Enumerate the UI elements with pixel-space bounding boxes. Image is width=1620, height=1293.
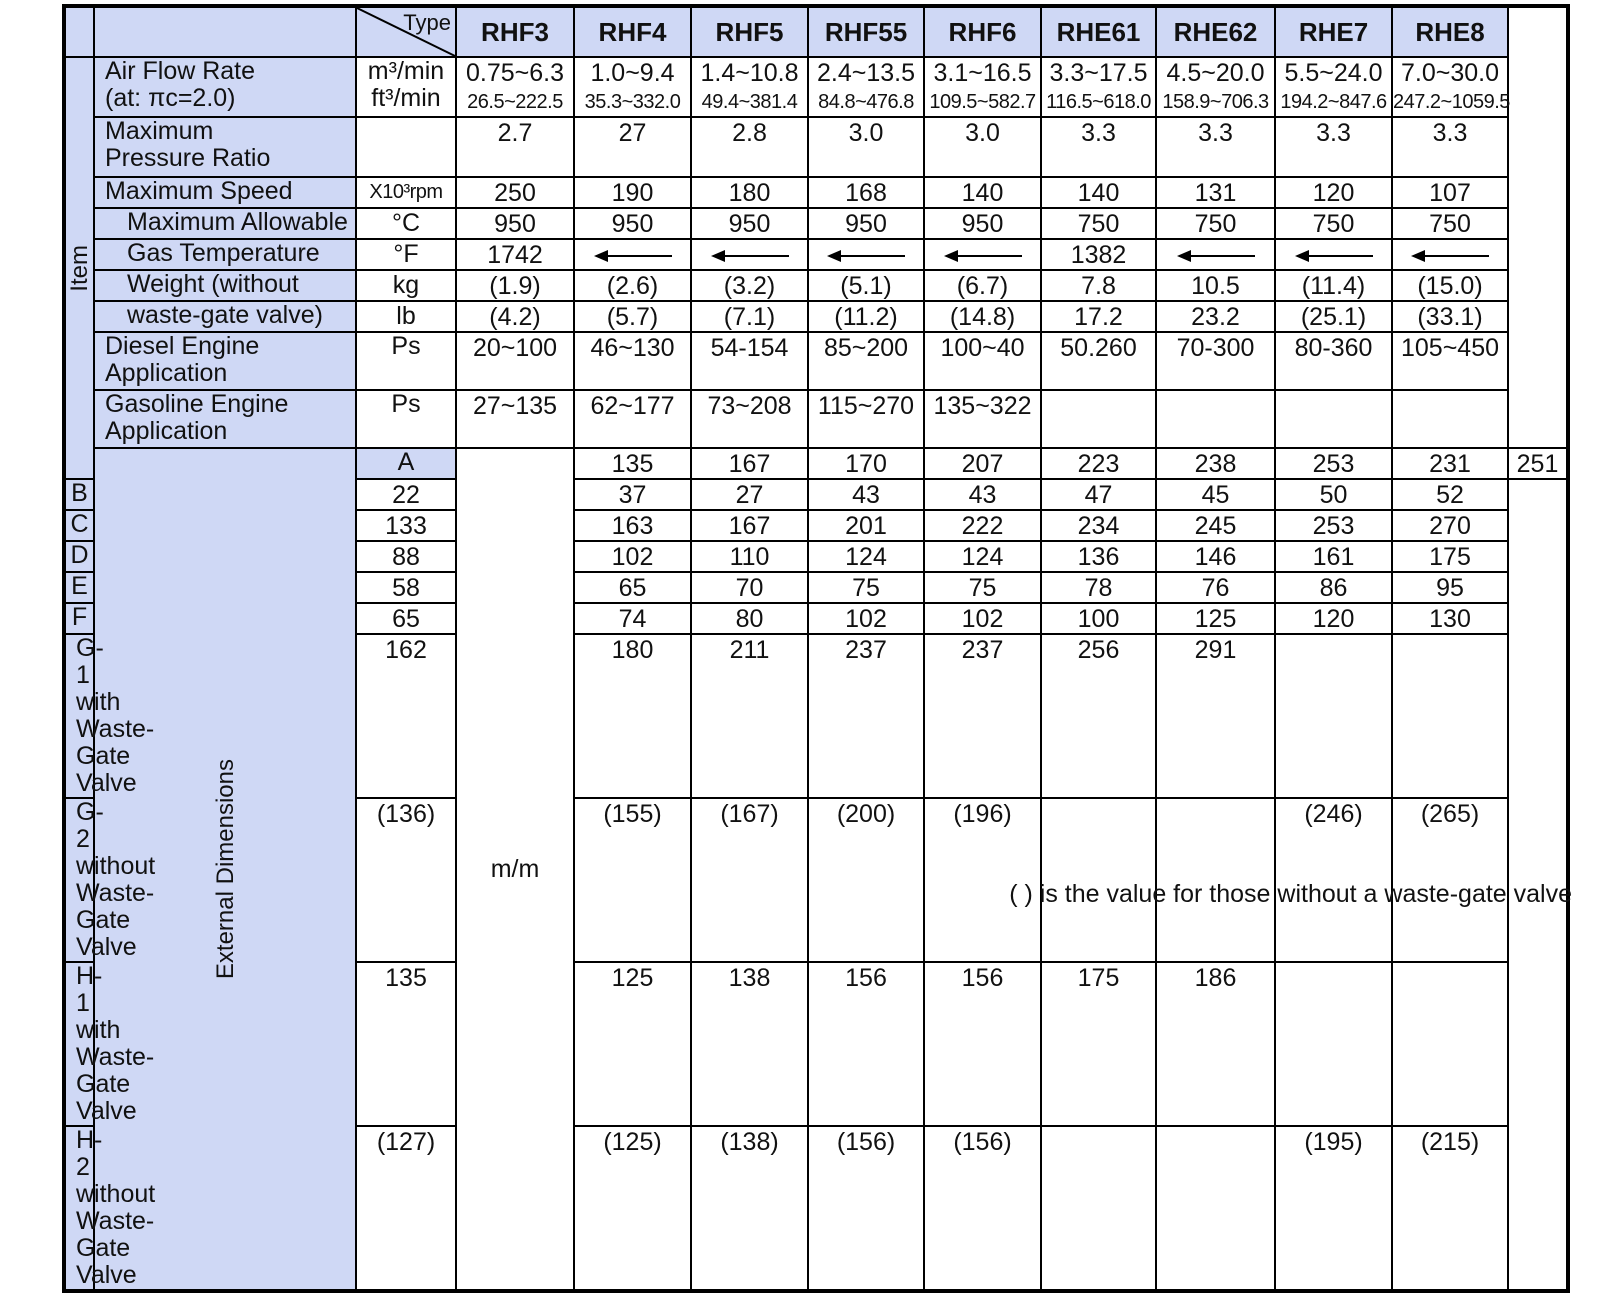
text-line: Pressure Ratio (105, 144, 271, 172)
text-line: 3.3~17.5 (1049, 59, 1148, 87)
dimension-cell: 167 (691, 510, 808, 541)
weight-kg-cell: (2.6) (574, 270, 691, 301)
air-flow-cell (924, 57, 1041, 117)
dimension-cell (1275, 962, 1392, 1126)
row-label-dimension (64, 634, 155, 798)
same-as-left-cell (808, 239, 924, 270)
dimension-cell: 161 (1275, 541, 1392, 572)
dimension-cell: (127) (356, 1126, 456, 1291)
row-label-dimension (64, 962, 155, 1126)
diesel-cell: 85~200 (808, 332, 924, 390)
diesel-cell: 50.260 (1041, 332, 1156, 390)
dimension-cell: (138) (691, 1126, 808, 1291)
weight-kg-cell: (15.0) (1392, 270, 1508, 301)
dimension-cell: 156 (808, 962, 924, 1126)
gasoline-cell (1156, 390, 1275, 448)
dimension-cell: 75 (924, 572, 1041, 603)
diesel-cell: 20~100 (456, 332, 574, 390)
left-arrow-icon (594, 249, 672, 263)
same-as-left-cell (1275, 239, 1392, 270)
dimension-cell: (136) (356, 798, 456, 962)
weight-kg-cell: (1.9) (456, 270, 574, 301)
text-line: G-2 without Waste- (76, 798, 156, 907)
dimension-cell: 162 (356, 634, 456, 798)
weight-kg-cell: (3.2) (691, 270, 808, 301)
text-line: 5.5~24.0 (1284, 59, 1383, 87)
gas-temp-c-cell: 750 (1156, 208, 1275, 239)
max-speed-cell: 140 (924, 177, 1041, 208)
diesel-cell: 54-154 (691, 332, 808, 390)
text-line: Maximum (105, 117, 214, 145)
model-header: RHF6 (924, 6, 1041, 57)
gasoline-cell (1275, 390, 1392, 448)
dimension-cell: 136 (1041, 541, 1156, 572)
dimension-cell: 256 (1041, 634, 1156, 798)
diesel-cell: 70-300 (1156, 332, 1275, 390)
text-line: 158.9~706.3 (1162, 91, 1269, 113)
air-flow-cell (1275, 57, 1392, 117)
model-header: RHF4 (574, 6, 691, 57)
dimension-cell: 124 (808, 541, 924, 572)
row-label-dimension (64, 510, 94, 541)
text-line: ft³/min (371, 84, 441, 112)
dimension-cell: 253 (1275, 510, 1392, 541)
dimension-cell: 86 (1275, 572, 1392, 603)
same-as-left-cell (924, 239, 1041, 270)
max-speed-cell: 131 (1156, 177, 1275, 208)
text-line: Application (105, 359, 228, 387)
dimension-cell: 65 (574, 572, 691, 603)
dimension-cell: 237 (808, 634, 924, 798)
dimension-cell: 80 (691, 603, 808, 634)
row-label-dimension (64, 1126, 156, 1291)
category-item (64, 57, 94, 479)
max-pressure-cell: 27 (574, 117, 691, 177)
dimension-cell: 253 (1275, 448, 1392, 479)
weight-kg-cell: (11.4) (1275, 270, 1392, 301)
same-as-left-cell (691, 239, 808, 270)
model-header: RHE7 (1275, 6, 1392, 57)
max-pressure-cell: 3.0 (808, 117, 924, 177)
model-header: RHF3 (456, 6, 574, 57)
dimension-cell: 76 (1156, 572, 1275, 603)
text-line: Gate Valve (76, 1234, 137, 1289)
dimension-cell: 211 (691, 634, 808, 798)
gas-temp-f-cell: 1742 (456, 239, 574, 270)
max-pressure-cell: 3.3 (1275, 117, 1392, 177)
dimension-cell: 180 (574, 634, 691, 798)
dimension-cell: 50 (1275, 479, 1392, 510)
dimension-cell: 43 (924, 479, 1041, 510)
dimension-cell: (125) (574, 1126, 691, 1291)
text-line: 49.4~381.4 (701, 91, 798, 113)
dimension-cell: (167) (691, 798, 808, 962)
dimension-cell (1392, 634, 1508, 798)
row-label-dimension (64, 479, 94, 510)
weight-kg-cell: 10.5 (1156, 270, 1275, 301)
dimension-cell: 102 (574, 541, 691, 572)
left-arrow-icon (827, 249, 905, 263)
max-pressure-cell: 3.3 (1156, 117, 1275, 177)
max-pressure-cell: 3.0 (924, 117, 1041, 177)
gasoline-cell: 73~208 (691, 390, 808, 448)
dimension-cell: 251 (1508, 448, 1568, 479)
row-label-dimension (64, 798, 156, 962)
text-line: Gate Valve (76, 906, 137, 961)
dimension-cell: 238 (1156, 448, 1275, 479)
dimension-cell: 270 (1392, 510, 1508, 541)
max-pressure-cell: 2.8 (691, 117, 808, 177)
dimension-cell: 201 (808, 510, 924, 541)
weight-kg-cell: 7.8 (1041, 270, 1156, 301)
max-pressure-cell: 2.7 (456, 117, 574, 177)
left-arrow-icon (711, 249, 789, 263)
category-item-label: Item (66, 244, 93, 292)
unit-gasoline: Ps (356, 390, 456, 448)
dimension-cell: (265) (1392, 798, 1508, 962)
dimension-cell: 88 (356, 541, 456, 572)
unit-mm: m/m (456, 448, 574, 1291)
text-line: Gasoline Engine (105, 390, 289, 418)
unit-diesel: Ps (356, 332, 456, 390)
dimension-cell (1156, 1126, 1275, 1291)
weight-lb-cell: 23.2 (1156, 301, 1275, 332)
text-line: Diesel Engine (105, 332, 260, 360)
row-label-gas-temp-2: Gas Temperature (94, 239, 356, 270)
text-line: 35.3~332.0 (584, 91, 681, 113)
gas-temp-c-cell: 750 (1275, 208, 1392, 239)
dimension-cell: 100 (1041, 603, 1156, 634)
dimension-cell (1275, 634, 1392, 798)
gasoline-cell (1392, 390, 1508, 448)
text-line: C (70, 510, 89, 538)
dimension-cell: 186 (1156, 962, 1275, 1126)
air-flow-cell (456, 57, 574, 117)
text-line: E (71, 572, 88, 600)
text-line: Gate Valve (76, 1070, 137, 1125)
footnote: ( ) is the value for those without a waste-gate valve (1009, 880, 1572, 908)
text-line: D (70, 541, 89, 569)
dimension-cell: 45 (1156, 479, 1275, 510)
unit-air-flow (356, 57, 456, 117)
air-flow-cell (574, 57, 691, 117)
dimension-cell: 146 (1156, 541, 1275, 572)
air-flow-cell (691, 57, 808, 117)
row-label-dimension (356, 448, 456, 479)
gas-temp-c-cell: 950 (691, 208, 808, 239)
text-line: 84.8~476.8 (818, 91, 914, 113)
air-flow-cell (1156, 57, 1275, 117)
diesel-cell: 100~40 (924, 332, 1041, 390)
row-label-weight-1: Weight (without (94, 270, 356, 301)
max-speed-cell: 140 (1041, 177, 1156, 208)
max-pressure-cell: 3.3 (1392, 117, 1508, 177)
row-label-dimension (64, 572, 94, 603)
text-line: 7.0~30.0 (1400, 59, 1499, 87)
text-line: m³/min (367, 57, 445, 85)
text-line: Gate Valve (76, 742, 137, 797)
row-label-diesel (94, 332, 356, 390)
dimension-cell: 170 (808, 448, 924, 479)
weight-lb-cell: (14.8) (924, 301, 1041, 332)
unit-lb: lb (356, 301, 456, 332)
dimension-cell: 125 (1156, 603, 1275, 634)
dimension-cell: 138 (691, 962, 808, 1126)
dimension-cell: 65 (356, 603, 456, 634)
dimension-cell: (215) (1392, 1126, 1508, 1291)
text-line: H-1 with Waste- (76, 962, 155, 1071)
row-label-air-flow (94, 57, 356, 117)
row-label-weight-2: waste-gate valve) (94, 301, 356, 332)
dimension-cell: (156) (808, 1126, 924, 1291)
max-speed-cell: 168 (808, 177, 924, 208)
dimension-cell: 37 (574, 479, 691, 510)
type-label: Type (403, 10, 451, 35)
gas-temp-c-cell: 750 (1041, 208, 1156, 239)
row-label-max-speed: Maximum Speed (94, 177, 356, 208)
diesel-cell: 80-360 (1275, 332, 1392, 390)
dimension-cell: 234 (1041, 510, 1156, 541)
dimension-cell: 291 (1156, 634, 1275, 798)
max-speed-cell: 120 (1275, 177, 1392, 208)
header-corner (64, 6, 94, 57)
dimension-cell: 135 (574, 448, 691, 479)
dimension-cell: 78 (1041, 572, 1156, 603)
text-line: 26.5~222.5 (467, 91, 563, 113)
text-line: Application (105, 417, 228, 445)
max-speed-cell: 180 (691, 177, 808, 208)
dimension-cell: 223 (1041, 448, 1156, 479)
text-line: 109.5~582.7 (929, 91, 1036, 113)
row-label-dimension (64, 603, 94, 634)
dimension-cell: 167 (691, 448, 808, 479)
dimension-cell: 237 (924, 634, 1041, 798)
air-flow-cell (1041, 57, 1156, 117)
text-line: H-2 without Waste- (76, 1126, 156, 1235)
gasoline-cell: 115~270 (808, 390, 924, 448)
text-line: F (71, 603, 88, 631)
same-as-left-cell (1156, 239, 1275, 270)
text-line: Air Flow Rate (105, 57, 256, 85)
diesel-cell: 46~130 (574, 332, 691, 390)
dimension-cell (1041, 1126, 1156, 1291)
model-header: RHE62 (1156, 6, 1275, 57)
category-external-label: External Dimensions (211, 758, 239, 980)
dimension-cell: 231 (1392, 448, 1508, 479)
text-line: 0.75~6.3 (465, 59, 564, 87)
gas-temp-f-cell: 1382 (1041, 239, 1156, 270)
model-header: RHF55 (808, 6, 924, 57)
weight-lb-cell: (5.7) (574, 301, 691, 332)
same-as-left-cell (1392, 239, 1508, 270)
weight-kg-cell: (5.1) (808, 270, 924, 301)
turbocharger-spec-table (62, 4, 1570, 1293)
dimension-cell: (246) (1275, 798, 1392, 962)
dimension-cell: (196) (924, 798, 1041, 962)
dimension-cell: 175 (1041, 962, 1156, 1126)
air-flow-cell (1392, 57, 1508, 117)
unit-max-pressure (356, 117, 456, 177)
dimension-cell: (195) (1275, 1126, 1392, 1291)
dimension-cell: 58 (356, 572, 456, 603)
weight-kg-cell: (6.7) (924, 270, 1041, 301)
weight-lb-cell: (33.1) (1392, 301, 1508, 332)
weight-lb-cell: (25.1) (1275, 301, 1392, 332)
same-as-left-cell (574, 239, 691, 270)
weight-lb-cell: (4.2) (456, 301, 574, 332)
dimension-cell: 47 (1041, 479, 1156, 510)
dimension-cell: 43 (808, 479, 924, 510)
dimension-cell: 156 (924, 962, 1041, 1126)
gas-temp-c-cell: 950 (574, 208, 691, 239)
text-line: 1.4~10.8 (700, 59, 799, 87)
text-line: 1.0~9.4 (590, 59, 675, 87)
weight-lb-cell: (7.1) (691, 301, 808, 332)
left-arrow-icon (1177, 249, 1255, 263)
text-line: 194.2~847.6 (1280, 91, 1387, 113)
dimension-cell: 175 (1392, 541, 1508, 572)
dimension-cell: 74 (574, 603, 691, 634)
dimension-cell: 102 (924, 603, 1041, 634)
weight-lb-cell: (11.2) (808, 301, 924, 332)
dimension-cell: 245 (1156, 510, 1275, 541)
row-label-dimension (64, 541, 94, 572)
dimension-cell: 120 (1275, 603, 1392, 634)
gas-temp-c-cell: 750 (1392, 208, 1508, 239)
text-line: 247.2~1059.5 (1393, 91, 1510, 113)
left-arrow-icon (1295, 249, 1373, 263)
dimension-cell: 102 (808, 603, 924, 634)
type-header-cell (356, 6, 456, 57)
dimension-cell: 27 (691, 479, 808, 510)
dimension-cell: 75 (808, 572, 924, 603)
air-flow-cell (808, 57, 924, 117)
max-speed-cell: 250 (456, 177, 574, 208)
dimension-cell: 124 (924, 541, 1041, 572)
dimension-cell: (155) (574, 798, 691, 962)
weight-lb-cell: 17.2 (1041, 301, 1156, 332)
row-label-max-pressure (94, 117, 356, 177)
gas-temp-c-cell: 950 (808, 208, 924, 239)
left-arrow-icon (944, 249, 1022, 263)
dimension-cell: 163 (574, 510, 691, 541)
dimension-cell: 222 (924, 510, 1041, 541)
gas-temp-c-cell: 950 (924, 208, 1041, 239)
diesel-cell: 105~450 (1392, 332, 1508, 390)
dimension-cell: 22 (356, 479, 456, 510)
header-blank (94, 6, 356, 57)
model-header: RHF5 (691, 6, 808, 57)
text-line: 4.5~20.0 (1166, 59, 1265, 87)
dimension-cell: 130 (1392, 603, 1508, 634)
model-header: RHE8 (1392, 6, 1508, 57)
max-pressure-cell: 3.3 (1041, 117, 1156, 177)
gasoline-cell (1041, 390, 1156, 448)
model-header: RHE61 (1041, 6, 1156, 57)
dimension-cell: 110 (691, 541, 808, 572)
gasoline-cell: 135~322 (924, 390, 1041, 448)
max-speed-cell: 190 (574, 177, 691, 208)
text-line: A (397, 448, 415, 476)
text-line: B (71, 479, 88, 507)
dimension-cell: 135 (356, 962, 456, 1126)
text-line: 2.4~13.5 (816, 59, 915, 87)
unit-max-speed: X10³rpm (356, 177, 456, 208)
dimension-cell: 125 (574, 962, 691, 1126)
unit-fahrenheit: °F (356, 239, 456, 270)
dimension-cell: 207 (924, 448, 1041, 479)
dimension-cell: (200) (808, 798, 924, 962)
dimension-cell: 95 (1392, 572, 1508, 603)
dimension-cell: 133 (356, 510, 456, 541)
left-arrow-icon (1411, 249, 1489, 263)
text-line: G-1 with Waste- (76, 634, 155, 743)
gasoline-cell: 27~135 (456, 390, 574, 448)
unit-kg: kg (356, 270, 456, 301)
dimension-cell: (156) (924, 1126, 1041, 1291)
row-label-gasoline (94, 390, 356, 448)
unit-celsius: °C (356, 208, 456, 239)
dimension-cell: 52 (1392, 479, 1508, 510)
gasoline-cell: 62~177 (574, 390, 691, 448)
text-line: (at: πc=2.0) (105, 84, 236, 112)
dimension-cell (1392, 962, 1508, 1126)
dimension-cell: 70 (691, 572, 808, 603)
row-label-gas-temp-1: Maximum Allowable (94, 208, 356, 239)
text-line: 116.5~618.0 (1046, 91, 1151, 113)
text-line: 3.1~16.5 (933, 59, 1032, 87)
gas-temp-c-cell: 950 (456, 208, 574, 239)
max-speed-cell: 107 (1392, 177, 1508, 208)
